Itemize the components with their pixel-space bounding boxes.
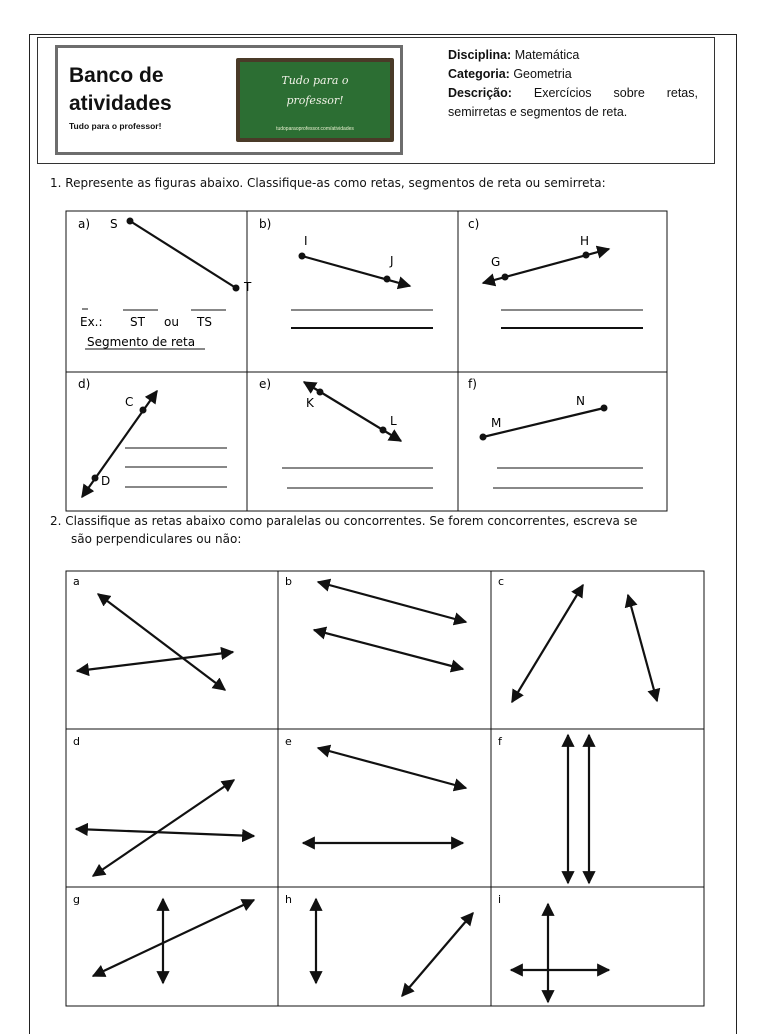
q1-d-line [82,391,157,497]
disciplina-value: Matemática [514,48,580,62]
q1-cell-b-label: b) [259,217,272,231]
example-ou: ou [164,315,179,329]
point-g-label: G [491,255,501,269]
q2-cell-b-label: b [285,575,292,588]
chalk-line2: professor! [286,94,344,107]
q1-cell-e-label: e) [259,377,272,391]
q2-cell-d-label: d [73,735,80,748]
q2-cell-g-label: g [73,893,80,906]
q2-cell-h-label: h [285,893,292,906]
q2-b-line-2 [314,630,463,669]
descricao-label: Descrição: [448,86,512,100]
q2-cell-e-label: e [285,735,292,748]
q1-c-line [483,249,609,283]
q2-d-line-2 [76,829,254,836]
descricao-value: Exercícios sobre retas, semirretas e segmentos de reta. [448,86,698,119]
q2-c-line-2 [628,595,657,701]
example-ts: TS [197,315,212,329]
q2-h-line-2 [402,913,473,996]
disciplina-label: Disciplina: [448,48,512,62]
example-answer: Segmento de reta [87,335,196,349]
point-i-label: I [304,234,308,248]
q2-a-line-2 [77,652,233,671]
point-k-label: K [306,396,314,410]
point-j-label: J [390,254,394,268]
point-c-label: C [125,395,134,409]
point-m-label: M [491,416,502,430]
example-st: ST [130,315,145,329]
q2-cell-a-label: a [73,575,80,588]
q2-a-line-1 [98,594,225,690]
chalk-line1: Tudo para o [281,74,349,87]
q2-grid [66,571,704,1006]
point-l-label: L [390,414,397,428]
logo-line1: Banco de [69,64,164,87]
categoria-label: Categoria: [448,67,510,81]
q2-cell-i-label: i [498,893,502,906]
point-s-label: S [110,217,118,231]
q1-e-line [304,382,401,441]
categoria-value: Geometria [513,67,572,81]
q2-cell-c-label: c [498,575,505,588]
q1-cell-c-label: c) [468,217,480,231]
chalk-url: tudoparaoprofessor.com/atividades [276,126,354,132]
question-2-text-line2: são perpendiculares ou não: [71,532,242,546]
q1-cell-d-label: d) [78,377,91,391]
q1-cell-f-label: f) [468,377,477,391]
q2-g-line-1 [93,900,254,976]
q2-cell-f-label: f [498,735,502,748]
question-2-text-line1: 2. Classifique as retas abaixo como paralelas ou concorrentes. Se forem concorrentes, escreva se [50,514,638,528]
q2-b-line-1 [318,582,466,622]
example-prefix: Ex.: [80,315,103,329]
q1-cell-a-label: a) [78,217,91,231]
point-t-label: T [244,280,252,294]
question-1-text: 1. Represente as figuras abaixo. Classifique-as como retas, segmentos de reta ou semirreta: [50,176,606,190]
logo-line2: atividades [69,92,172,115]
point-d-label: D [101,474,111,488]
q2-d-line-1 [93,780,234,876]
q2-c-line-1 [512,585,583,702]
q2-e-line-1 [318,748,466,788]
q1-a-segment [127,218,240,292]
q1-grid [66,211,667,511]
logo-tagline: Tudo para o professor! [69,121,162,131]
point-h-label: H [580,234,590,248]
point-n-label: N [576,394,585,408]
